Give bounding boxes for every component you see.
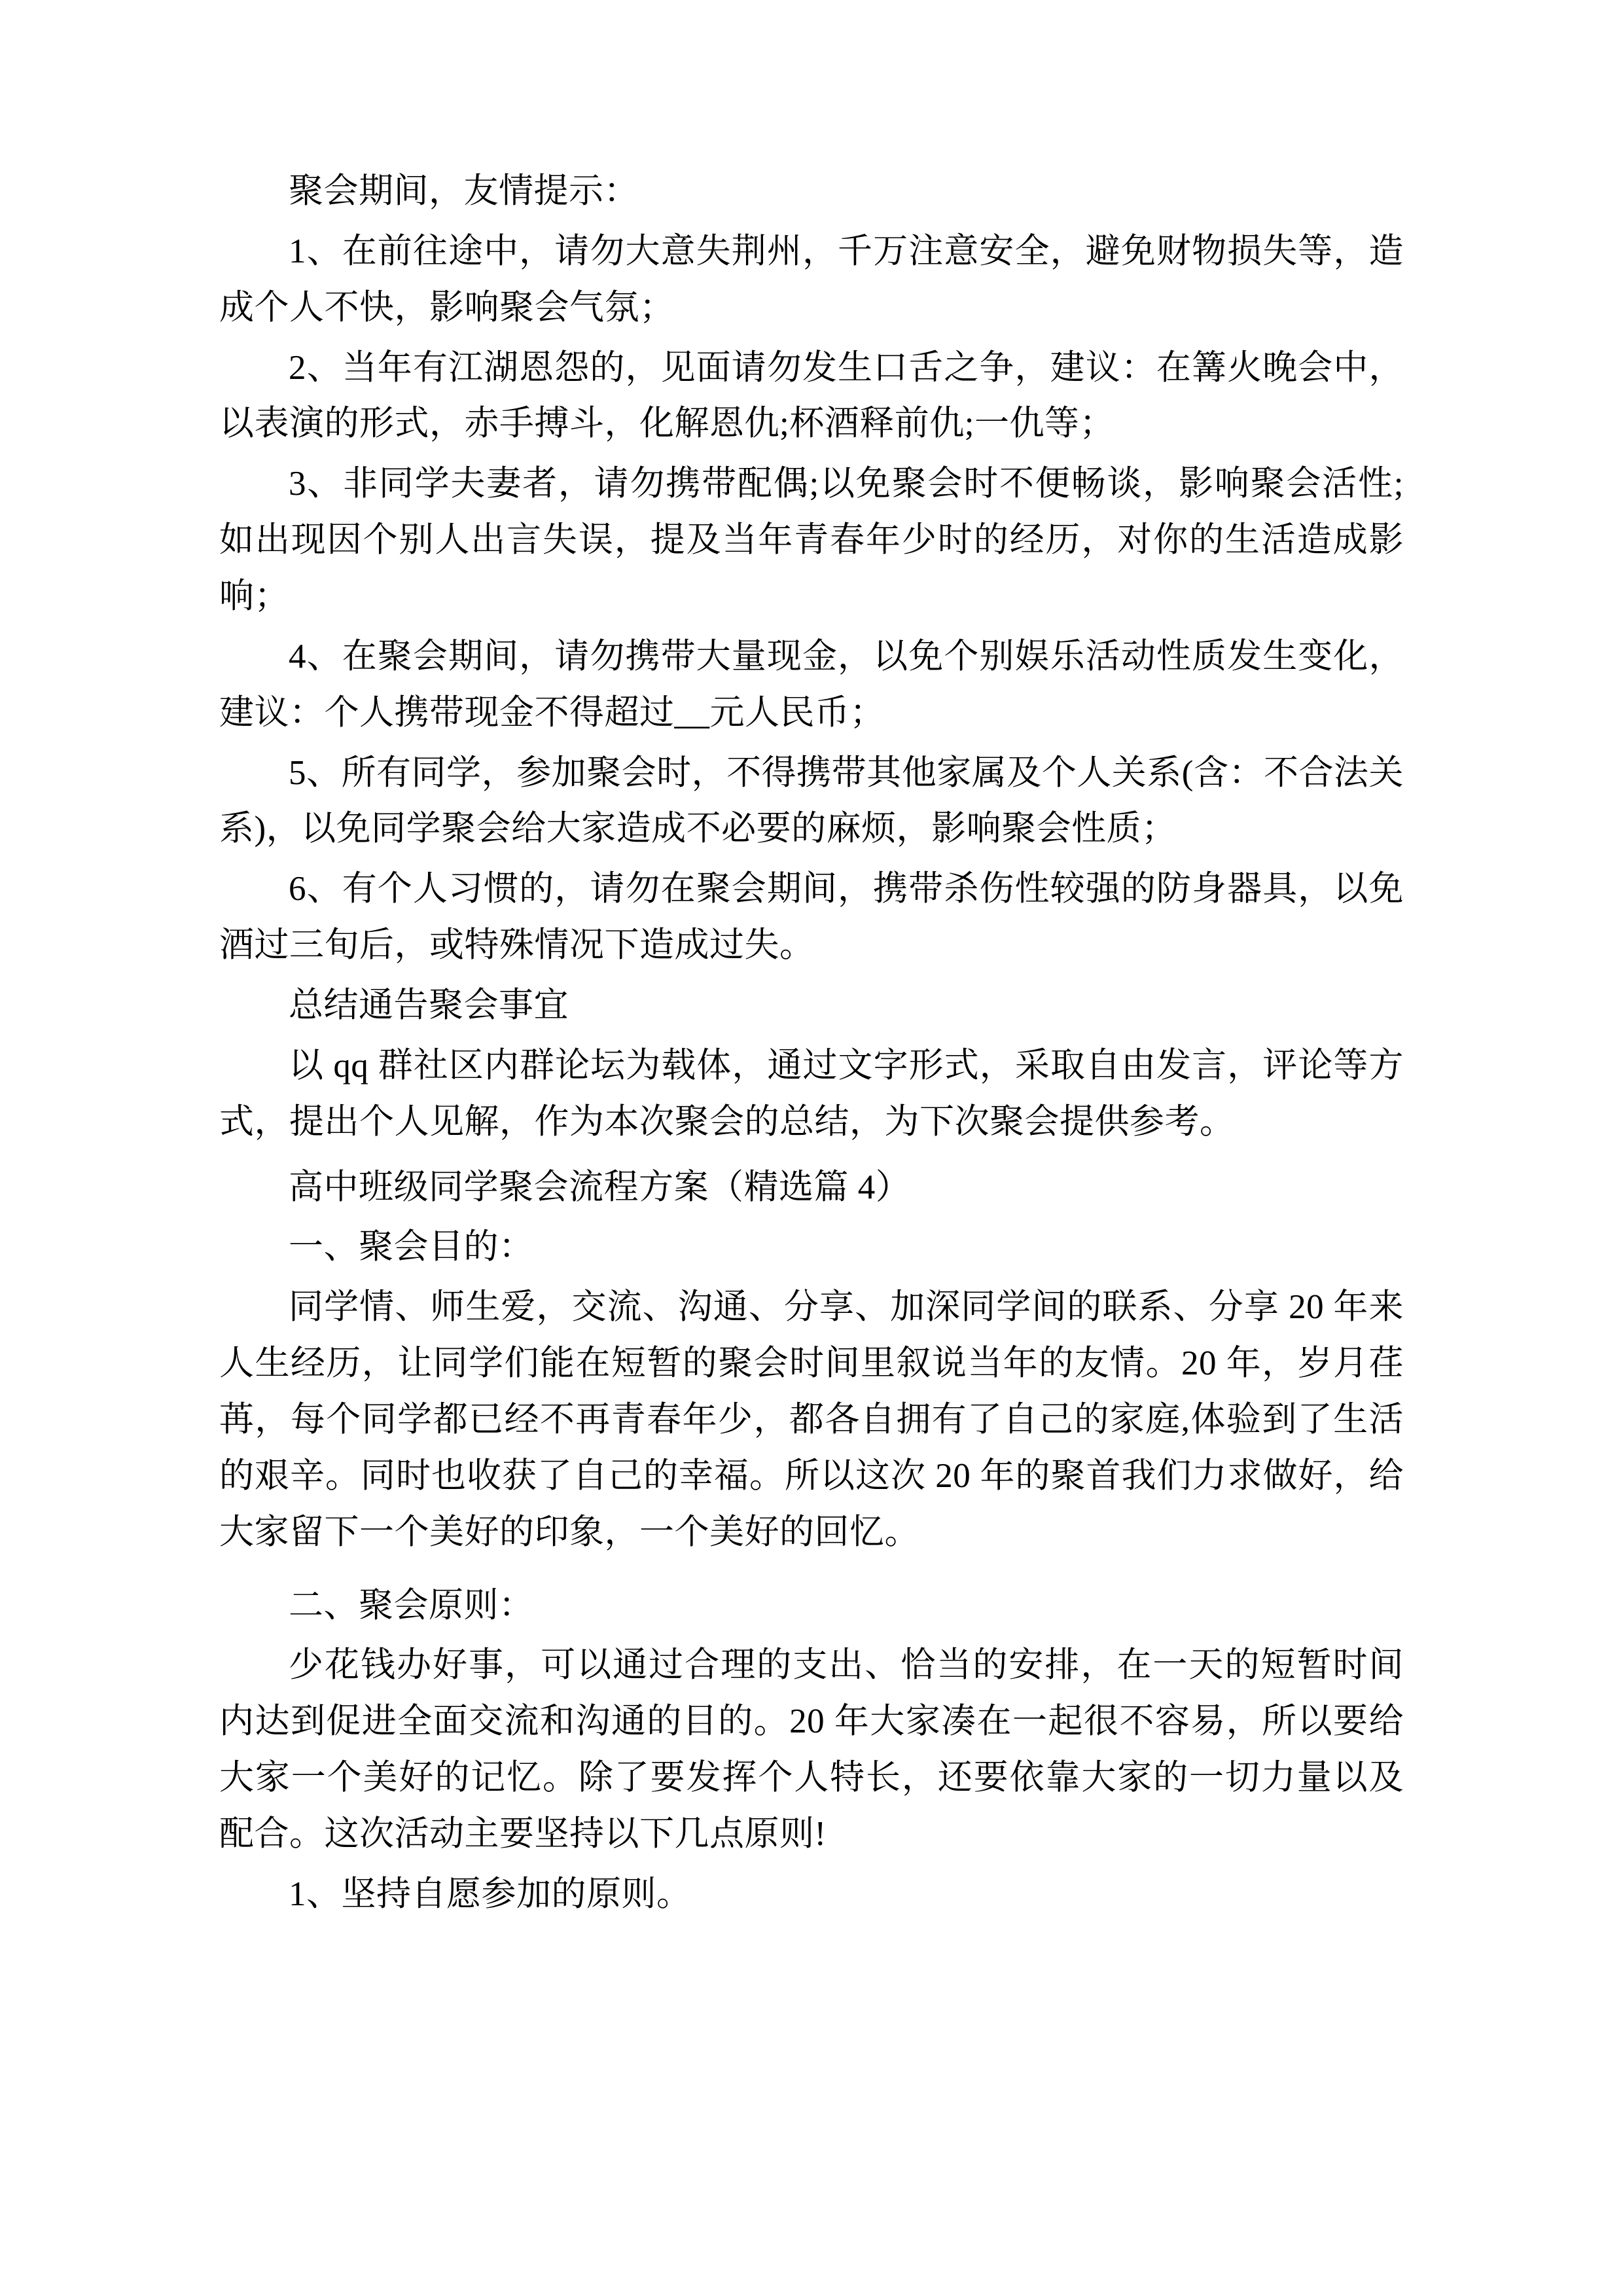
paragraph-purpose-body: 同学情、师生爱，交流、沟通、分享、加深同学间的联系、分享 20 年来人生经历，让同学们能在短暂的聚会时间里叙说当年的友情。20 年，岁月荏苒，每个同学都已经不再青春年少，都各自拥有了自己的家庭,体验到了生活的艰辛。同时也收获了自己的幸福。所以这次 20 年的聚首我们力求做好，给大家留下一个美好的印象，一个美好的回忆。 (219, 1288, 1404, 1551)
paragraph-principle-1: 1、坚持自愿参加的原则。 (289, 1874, 692, 1913)
paragraph-principles-heading: 二、聚会原则： (289, 1586, 534, 1624)
paragraph-reminder-6: 6、有个人习惯的，请勿在聚会期间，携带杀伤性较强的防身器具，以免酒过三旬后，或特殊情况下造成过失。 (219, 870, 1404, 965)
paragraph-principles-body: 少花钱办好事，可以通过合理的支出、恰当的安排，在一天的短暂时间内达到促进全面交流和沟通的目的。20 年大家凑在一起很不容易，所以要给大家一个美好的记忆。除了要发挥个人特长，还要依靠大家的一切力量以及配合。这次活动主要坚持以下几点原则! (219, 1646, 1404, 1854)
paragraph-spacer (219, 1565, 1404, 1578)
paragraph-purpose-heading: 一、聚会目的： (289, 1228, 534, 1266)
document-body (219, 164, 1404, 1923)
paragraph-reminder-2: 2、当年有江湖恩怨的，见面请勿发生口舌之争，建议：在篝火晚会中，以表演的形式，赤手搏斗，化解恩仇;杯酒释前仇;一仇等； (219, 348, 1404, 443)
paragraph-reminder-4: 4、在聚会期间，请勿携带大量现金，以免个别娱乐活动性质发生变化，建议：个人携带现金不得超过__元人民币； (219, 637, 1404, 732)
paragraph-friendly-reminder-intro: 聚会期间，友情提示： (289, 172, 639, 210)
paragraph-summary-notice-body: 以 qq 群社区内群论坛为载体，通过文字形式，采取自由发言，评论等方式，提出个人见解，作为本次聚会的总结，为下次聚会提供参考。 (219, 1046, 1404, 1141)
paragraph-reminder-1: 1、在前往途中，请勿大意失荆州，千万注意安全，避免财物损失等，造成个人不快，影响聚会气氛； (219, 232, 1404, 327)
paragraph-reminder-3: 3、非同学夫妻者，请勿携带配偶;以免聚会时不便畅谈，影响聚会活性;如出现因个别人出言失误，提及当年青春年少时的经历，对你的生活造成影响； (219, 465, 1404, 616)
paragraph-reminder-5: 5、所有同学，参加聚会时，不得携带其他家属及个人关系(含：不合法关系)，以免同学聚会给大家造成不必要的麻烦，影响聚会性质； (219, 753, 1404, 848)
section-heading-plan-4: 高中班级同学聚会流程方案（精选篇 4） (289, 1168, 911, 1206)
paragraph-summary-notice-title: 总结通告聚会事宜 (289, 986, 569, 1025)
